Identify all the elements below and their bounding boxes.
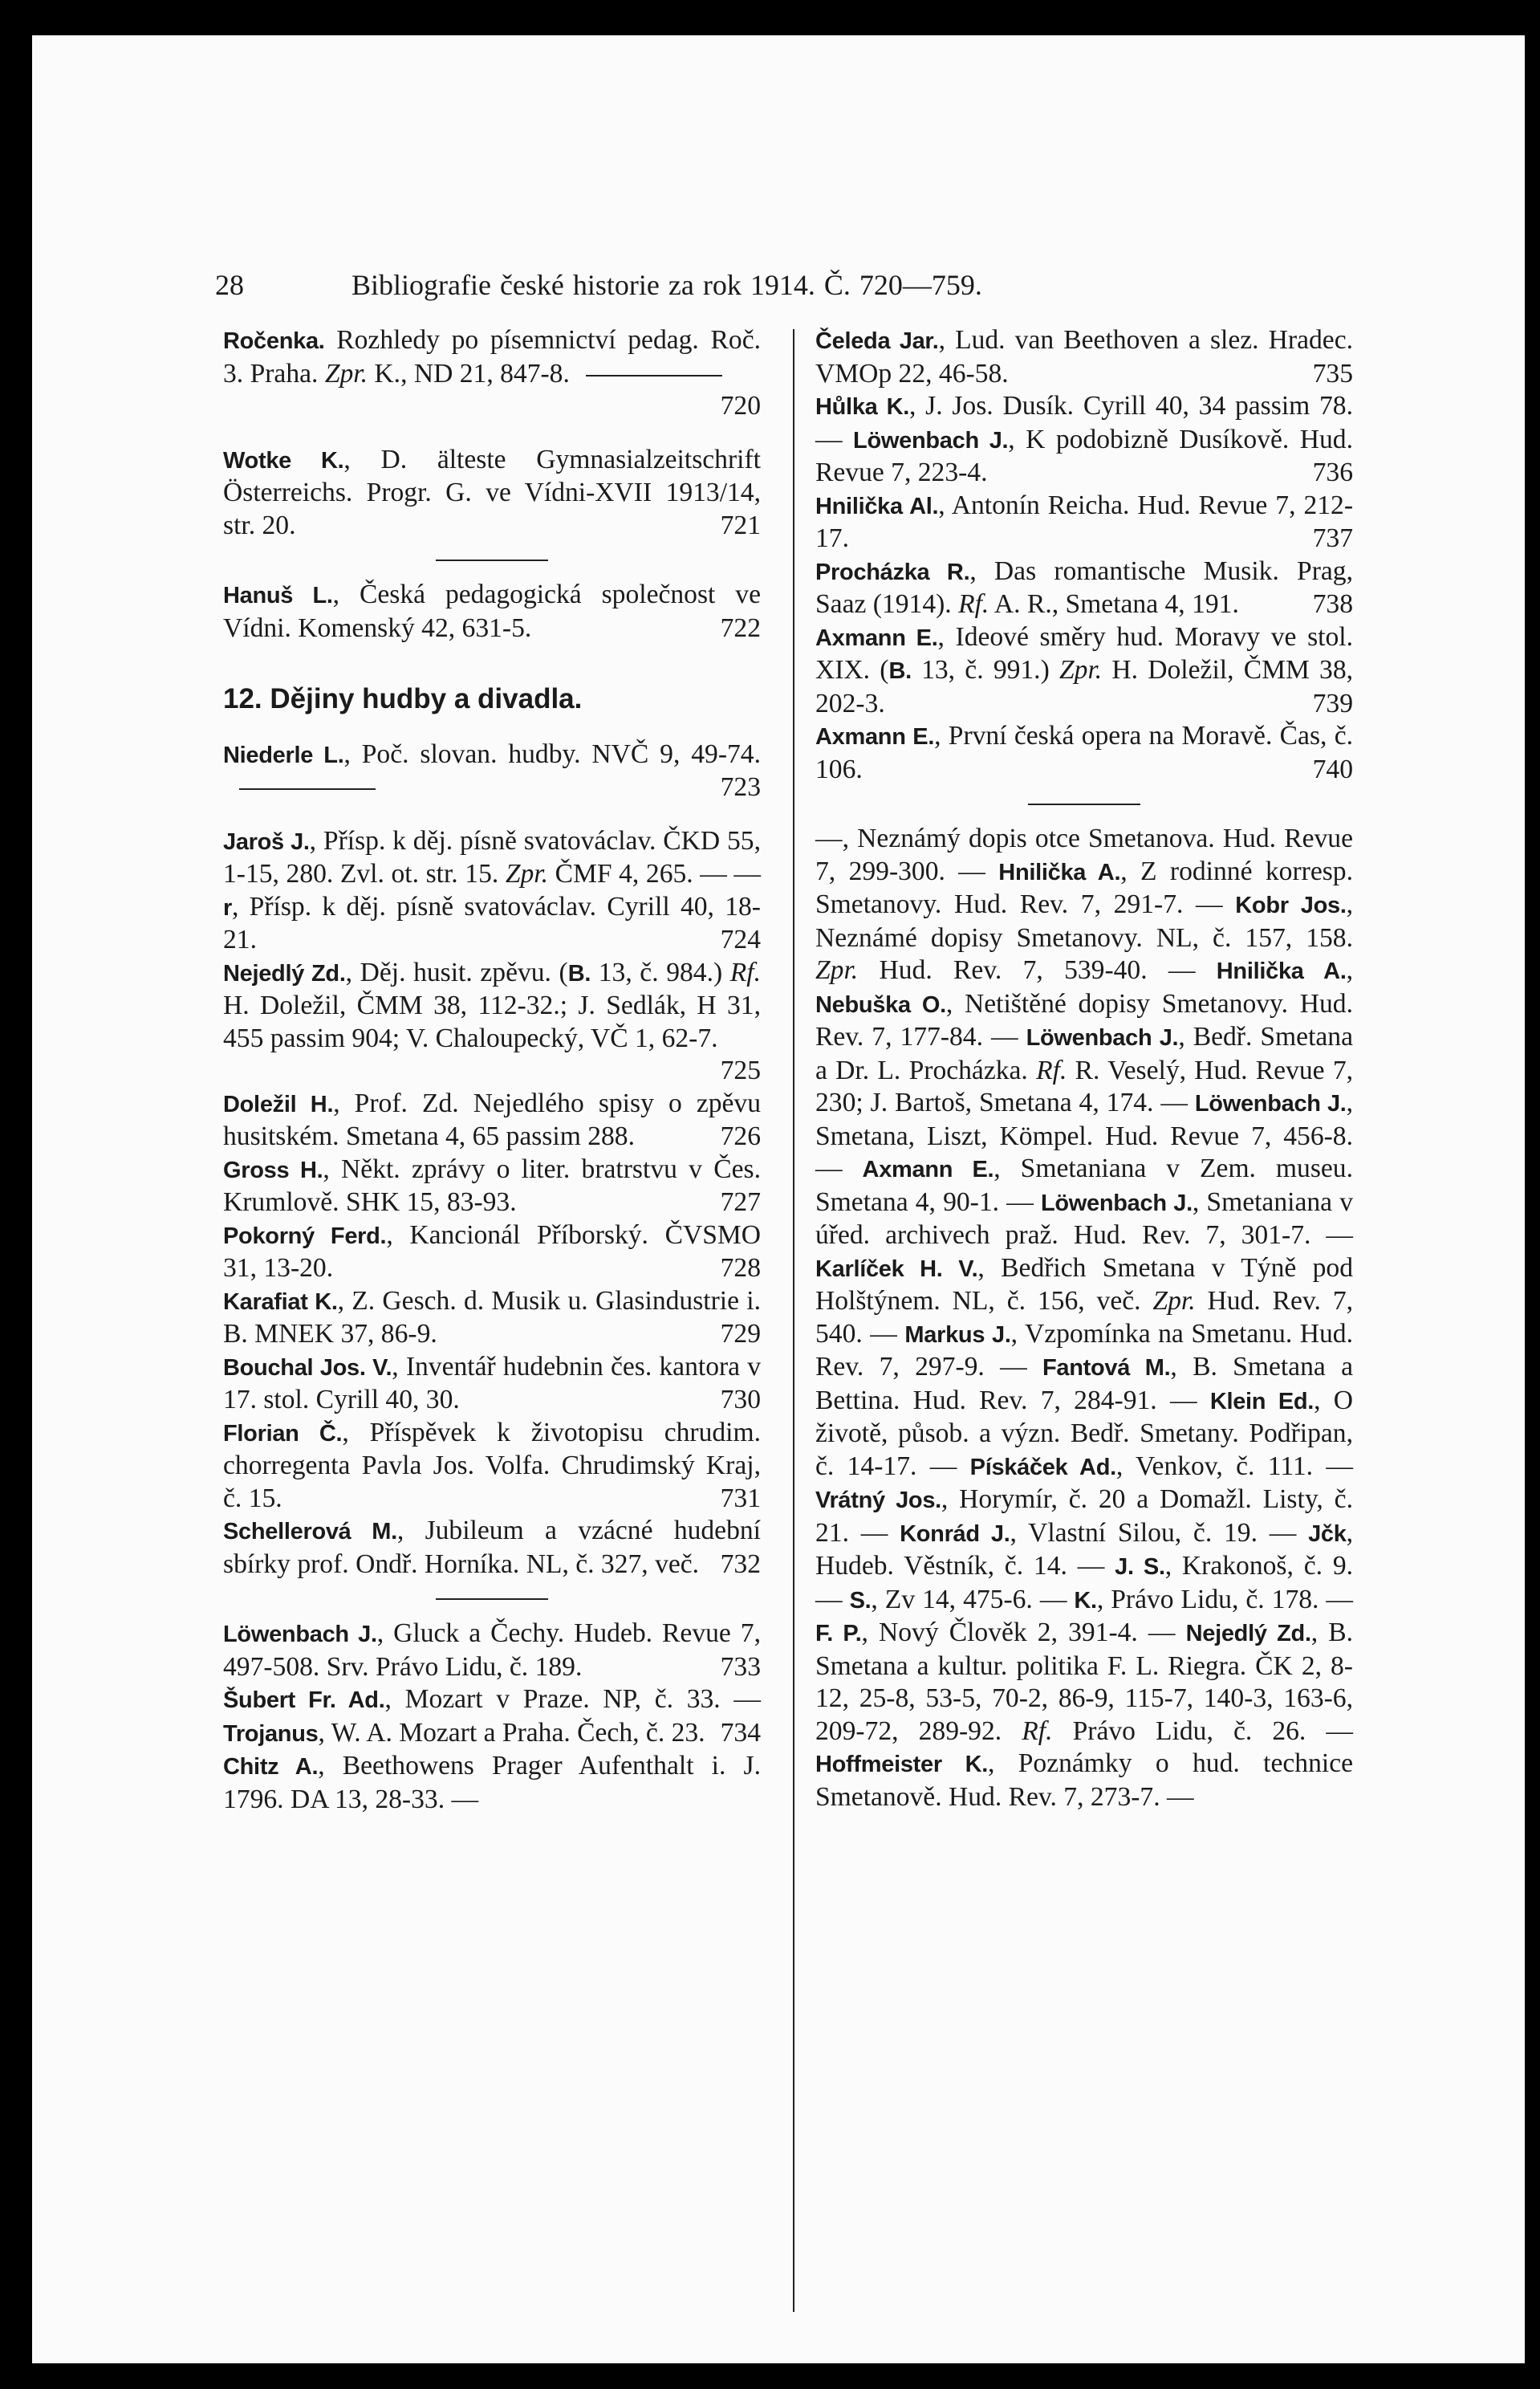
author-name: Jaroš J. [223,828,310,855]
entry-text: , Prof. Zd. Nejedlého spisy o zpěvu husitském. Smetana 4, 65 passim 288. [223,1088,761,1151]
entry-text: , Právo Lidu, č. 178. — [1096,1584,1354,1614]
entry-text: , Antonín Reicha. Hud. Revue 7, 212-17. [815,490,1354,553]
author-name: Löwenbach J. [223,1622,377,1647]
entry-text: , O životě, působ. a význ. Bedř. Smetany. Podřipan, č. 14-17. — [815,1385,1353,1481]
page-title: Bibliografie české historie za rok 1914. Č. 720—759. [351,269,982,301]
entry-text: , Mozart v Praze. NP, č. 33. — [384,1684,761,1714]
entry-number: 725 [720,1056,761,1085]
author-name: Kobr Jos. [1235,893,1347,918]
separator-rule [436,560,548,561]
bibliography-entry [223,739,761,804]
page-number: 28 [215,269,244,301]
author-name: Löwenbach J. [1194,1091,1347,1117]
entry-text: , Poznámky o hud. technice Smetanově. Hud. Rev. 7, 273-7. — [815,1748,1354,1812]
author-name: Jčk [1308,1520,1347,1547]
bibliography-entry [815,490,1353,556]
bibliography-entry [223,1750,761,1816]
entry-text: , Smetaniana v Zem. museu. Smetana 4, 90-1. — [815,1154,1353,1217]
entry-text: , Bedř. Smetana a Dr. L. Procházka. [815,1022,1353,1085]
author-name: F. P. [815,1621,862,1646]
author-name: Pískáček Ad. [969,1454,1116,1480]
author-name: Axmann E. [815,724,935,750]
inline-rule [239,788,376,790]
italic-abbrev: Rf. [729,957,761,987]
bibliography-entry [223,1351,761,1417]
spacer [223,423,761,444]
entry-text: , Gluck a Čechy. Hudeb. Revue 7, 497-508. Srv. Právo Lidu, č. 189. [223,1618,761,1682]
entry-number: 738 [1312,589,1353,619]
author-name: Fantová M. [1042,1355,1171,1381]
author-name: Hnilička Al. [815,493,939,519]
italic-abbrev: Rf. [1036,1055,1067,1085]
entry-text: H. Doležil, ČMM 38, 202-3. [815,655,1354,718]
italic-abbrev: Rf. [958,589,989,619]
right-column [815,324,1353,1813]
entry-number: 726 [720,1121,761,1151]
author-name: Konrád J. [900,1520,1010,1547]
entry-text: ČMF 4, 265. — — [548,859,761,889]
author-name: K. [1074,1587,1097,1614]
entry-text: , Jubileum a vzácné hudební sbírky prof. Ondř. Horníka. NL, č. 327, več. [223,1516,761,1579]
entry-text: , Inventář hudebnin čes. kantora v 17. stol. Cyrill 40, 30. [223,1351,762,1414]
author-name: Ročenka. [223,328,325,354]
author-name: Klein Ed. [1209,1388,1314,1414]
entry-text: Hud. Rev. 7, 540. — [815,1286,1353,1349]
italic-abbrev: Rf. [1022,1715,1053,1746]
entry-number: 730 [720,1385,761,1414]
entry-text: 13, č. 991.) [911,655,1059,685]
bibliography-entry [815,390,1353,490]
italic-abbrev: Zpr. [505,859,549,889]
entry-number: 724 [720,925,761,954]
entry-text: , K podobizně Dusíkově. Hud. Revue 7, 223-4. [815,424,1353,487]
entry-text: , Kancionál Příborský. ČVSMO 31, 13-20. [223,1219,761,1283]
entry-number: 723 [720,772,761,802]
author-name: Schellerová M. [223,1519,397,1545]
entry-text: , Vlastní Silou, č. 19. — [1010,1517,1309,1548]
bibliography-entry [815,621,1353,721]
author-name: Procházka R. [815,559,970,585]
bibliography-entry [223,825,761,957]
author-name: Hnilička A. [1216,958,1347,984]
entry-number: 727 [720,1187,761,1217]
author-name: r [223,894,232,921]
entry-text: , Smetaniana v úřed. archivech praž. Hud. Rev. 7, 301-7. — [815,1186,1353,1250]
author-name: Löwenbach J. [1040,1190,1193,1216]
entry-text: , B. Smetana a Bettina. Hud. Rev. 7, 284-91. — [815,1352,1353,1415]
bibliography-entry [223,1154,761,1219]
section-heading: 12. Dějiny hudby a divadla. [223,683,583,714]
bibliography-entry [223,324,761,423]
entry-text: , Hudeb. Věstník, č. 14. — [815,1517,1353,1581]
entry-text: , Příspěvek k životopisu chrudim. chorregenta Pavla Jos. Volfa. Chrudimský Kraj, č. 15. [223,1417,761,1513]
entry-text: , Venkov, č. 111. — [1115,1451,1353,1481]
entry-text: Rozhledy po písemnictví pedag. Roč. 3. Praha. [223,325,761,389]
entry-text: , J. Jos. Dusík. Cyrill 40, 34 passim 78. — [815,391,1353,454]
entry-text: , W. A. Mozart a Praha. Čech, č. 23. [318,1717,705,1748]
entry-number: 735 [1312,358,1353,389]
entry-number: 721 [720,510,761,540]
entry-text: , B. Smetana a kultur. politika F. L. Riegra. ČK 2, 8-12, 25-8, 53-5, 70-2, 86-9, 115-7, 140-3, 163-6, 209-72, 289-92. [815,1618,1353,1746]
entry-text: , Lud. van Beethoven a slez. Hradec. VMOp 22, 46-58. [815,325,1353,389]
author-name: B. [888,658,912,684]
entry-text: H. Doležil, ČMM 38, 112-32.; J. Sedlák, H 31, 455 passim 904; V. Chaloupecký, VČ 1, 62-7. [223,991,761,1053]
entry-text: Právo Lidu, č. 26. — [1052,1715,1353,1746]
author-name: S. [849,1587,872,1614]
author-name: Nebuška O. [815,991,946,1018]
entry-text: , Zv 14, 475-6. — [871,1584,1075,1614]
spacer [223,804,761,825]
entry-text: , Z. Gesch. d. Musik u. Glasindustrie i. B. MNEK 37, 86-9. [223,1285,761,1349]
inline-rule [586,375,722,376]
entry-number: 734 [720,1717,761,1748]
entry-text: , Přísp. k děj. písně svatováclav. Cyrill 40, 18-21. [223,891,761,954]
italic-abbrev: Zpr. [1058,655,1103,685]
entry-text: , D. älteste Gymnasialzeitschrift Österreichs. Progr. G. ve Vídni-XVII 1913/14, str. 20. [223,444,761,540]
bibliography-entry [815,324,1353,390]
italic-abbrev: Zpr. [1152,1286,1196,1316]
entry-number: 739 [1312,688,1353,718]
italic-abbrev: Zpr. [324,358,368,389]
bibliography-entry [815,556,1353,621]
author-name: Löwenbach J. [853,427,1009,454]
author-name: Florian Č. [223,1420,343,1447]
author-name: Löwenbach J. [1026,1025,1179,1051]
entry-text: Hud. Rev. 7, 539-40. — [858,955,1217,985]
left-column [223,324,761,1816]
author-name: Karlíček H. V. [815,1256,978,1282]
entry-number: 733 [720,1651,761,1682]
entry-text: , Netištěné dopisy Smetanovy. Hud. Rev. 7, 177-84. — [815,988,1353,1052]
author-name: Trojanus [223,1720,319,1747]
entry-text: , Krakonoš, č. 9. — [815,1551,1353,1614]
author-name: Bouchal Jos. V. [223,1354,392,1381]
entry-number: 722 [720,613,761,643]
entry-number: 736 [1312,458,1353,487]
entry-text: , Z rodinné korresp. Smetanovy. Hud. Rev. 7, 291-7. — [815,856,1353,919]
author-name: B. [567,960,591,987]
bibliography-entry [223,579,761,645]
entry-text: , Das romantische Musik. Prag, Saaz (1914). [815,556,1353,619]
entry-text: , První česká opera na Moravě. Čas, č. 106. [815,721,1354,784]
entry-text: , Bedřich Smetana v Týně pod Holštýnem. NL, č. 156, več. [815,1252,1353,1316]
author-name: Hnilička A. [998,859,1121,885]
author-name: Hoffmeister K. [815,1752,988,1777]
entry-text: K., ND 21, 847-8. [368,358,570,389]
separator-rule [1028,804,1140,805]
author-name: Pokorný Ferd. [223,1223,387,1249]
column-divider [793,329,794,2312]
author-name: Wotke K. [223,447,344,474]
author-name: Niederle L. [223,742,344,768]
bibliography-entry [223,1285,761,1351]
author-name: Axmann E. [862,1157,994,1182]
entry-text: , Neznámé dopisy Smetanovy. NL, č. 157, 158. [815,889,1353,953]
entry-number: 731 [720,1483,761,1513]
bibliography-entry [223,444,761,543]
bibliography-entry [223,1515,761,1581]
entry-number: 737 [1312,523,1353,553]
author-name: Čeleda Jar. [815,328,939,354]
entry-text: A. R., Smetana 4, 191. [989,589,1239,619]
entry-number: 729 [720,1319,761,1349]
entry-text: , Někt. zprávy o liter. bratrstvu v Čes. Krumlově. SHK 15, 83-93. [223,1154,761,1217]
entry-number: 720 [720,391,761,421]
bibliography-entry [223,1618,761,1683]
entry-number: 740 [1312,754,1353,784]
author-name: Hůlka K. [815,394,909,420]
bibliography-entry [223,957,761,1088]
entry-text: , Česká pedagogická společnost ve Vídni. Komenský 42, 631-5. [223,580,761,643]
entry-text: , Smetana, Liszt, Kömpel. Hud. Revue 7, 456-8. — [815,1088,1353,1183]
entry-text: —, Neznámý dopis otce Smetanova. Hud. Revue 7, 299-300. — [815,824,1353,886]
entry-text: , [1346,955,1353,985]
author-name: J. S. [1115,1554,1165,1580]
bibliography-entry [223,1219,761,1285]
page-sheet [32,35,1525,2363]
separator-rule [436,1598,548,1600]
author-name: Axmann E. [815,625,938,651]
author-name: Šubert Fr. Ad. [223,1687,385,1713]
entry-text: 13, č. 984.) [591,957,730,987]
bibliography-entry [223,1683,761,1750]
bibliography-entry [815,823,1353,1813]
author-name: Hanuš L. [223,583,333,608]
author-name: Nejedlý Zd. [1185,1621,1311,1646]
bibliography-entry [815,720,1353,786]
entry-text: , Ideové směry hud. Moravy ve stol. XIX. ( [815,621,1353,685]
author-name: Nejedlý Zd. [223,960,346,987]
entry-number: 728 [720,1253,761,1283]
bibliography-entry [223,1417,761,1516]
entry-text: , Nový Člověk 2, 391-4. — [861,1618,1186,1647]
author-name: Doležil H. [223,1091,334,1117]
entry-text: , Poč. slovan. hudby. NVČ 9, 49-74. [343,739,761,769]
entry-text: , Děj. husit. zpěvu. ( [345,957,568,987]
entry-number: 732 [720,1549,761,1579]
entry-text: , Horymír, č. 20 a Domažl. Listy, č. 21. — [815,1484,1353,1548]
entry-text: , Vzpomínka na Smetanu. Hud. Rev. 7, 297-9. — [815,1318,1353,1382]
author-name: Markus J. [904,1321,1011,1348]
entry-text: R. Veselý, Hud. Revue 7, 230; J. Bartoš, Smetana 4, 174. — [815,1055,1353,1117]
italic-abbrev: Zpr. [815,955,859,985]
bibliography-entry [223,1088,761,1154]
author-name: Chitz A. [223,1754,319,1780]
author-name: Vrátný Jos. [815,1488,941,1513]
entry-text: , Beethowens Prager Aufenthalt i. J. 1796. DA 13, 28-33. — [223,1751,761,1814]
author-name: Gross H. [223,1157,323,1183]
author-name: Karafiat K. [223,1288,338,1315]
entry-text: , Přísp. k děj. písně svatováclav. ČKD 55, 1-15, 280. Zvl. ot. str. 15. [223,825,761,889]
